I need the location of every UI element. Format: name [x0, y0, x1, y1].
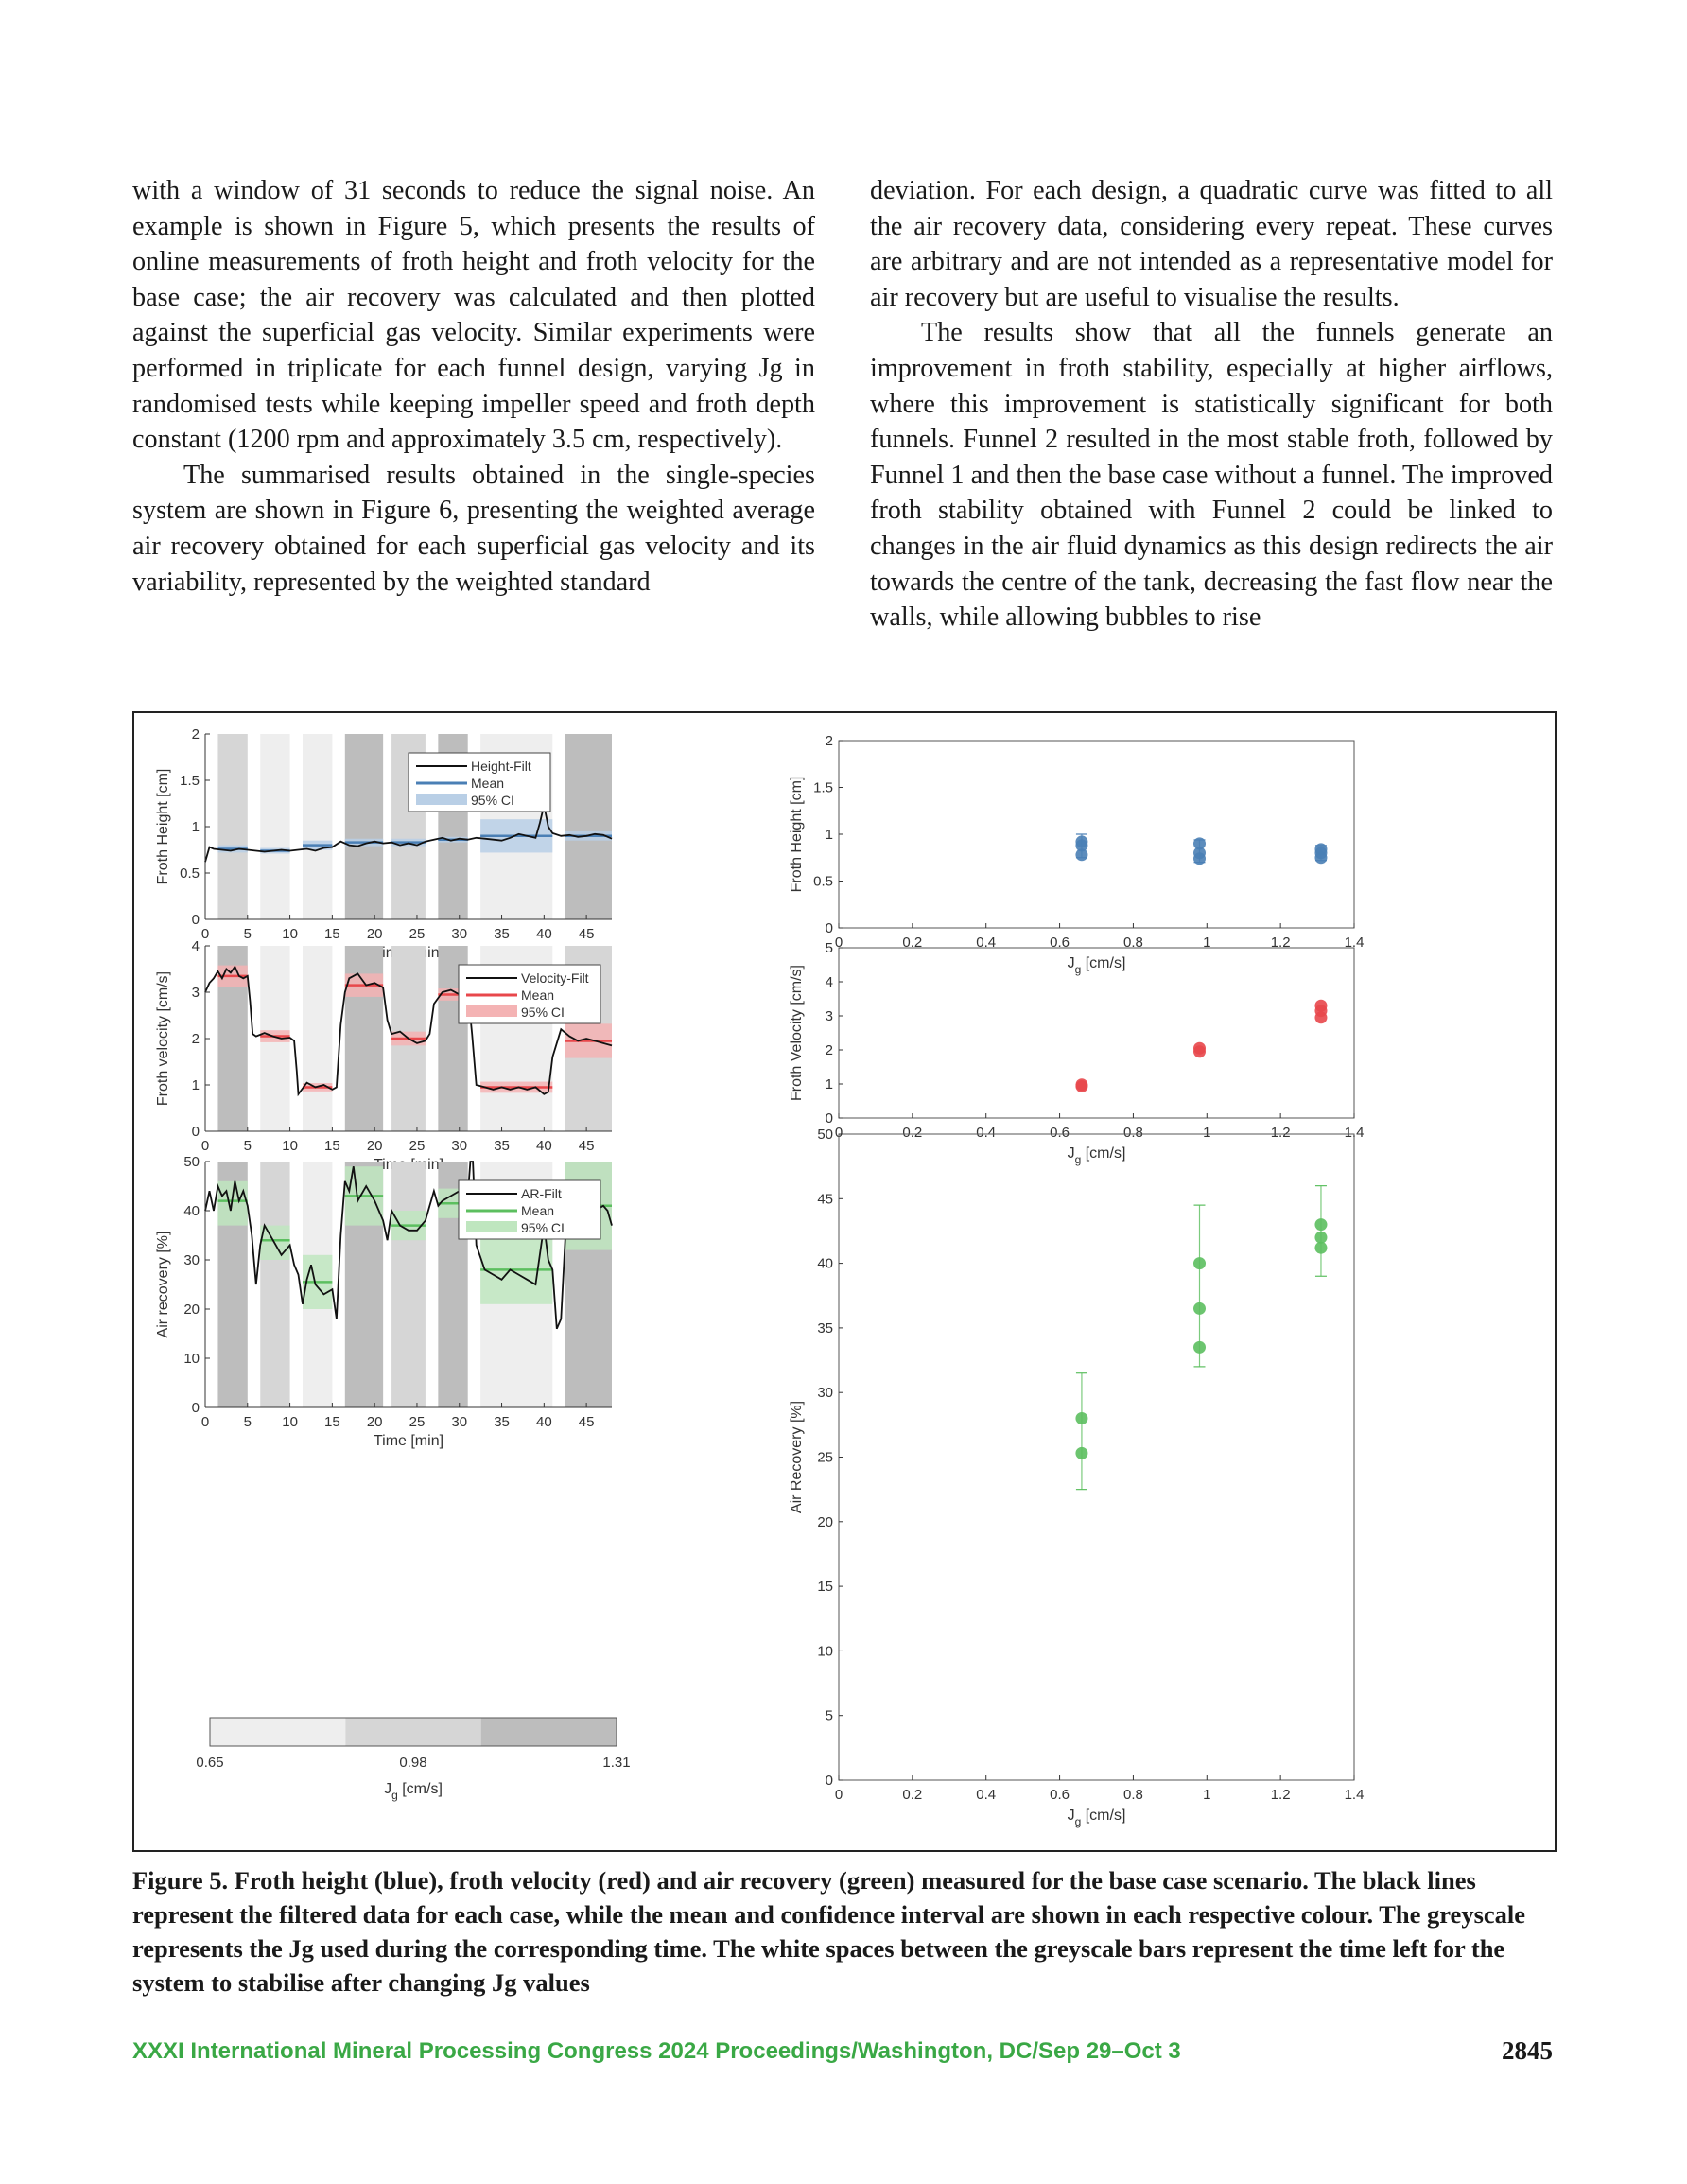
- legend: [459, 965, 600, 1023]
- x-tick-label: 0.4: [976, 935, 997, 951]
- x-tick-label: 20: [366, 1138, 383, 1154]
- y-tick-label: 40: [817, 1255, 833, 1272]
- legend-label: AR-Filt: [521, 1186, 562, 1201]
- colorbar-tick-label: 0.65: [196, 1755, 224, 1771]
- x-tick-label: 15: [324, 926, 340, 942]
- x-axis-label: $J_g$ [cm/s]: [1067, 1808, 1126, 1828]
- body-left-column: [132, 173, 815, 600]
- x-tick-label: 0.6: [1050, 1125, 1070, 1141]
- plot-frame: [839, 741, 1354, 928]
- x-tick-label: 0.6: [1050, 935, 1070, 951]
- y-tick-label: 3: [191, 985, 200, 1001]
- x-tick-label: 1.4: [1344, 935, 1365, 951]
- y-tick-label: 30: [183, 1252, 200, 1268]
- x-tick-label: 0.2: [902, 1787, 923, 1803]
- y-tick-label: 5: [825, 1707, 833, 1724]
- x-tick-label: 10: [282, 926, 298, 942]
- y-tick-label: 1: [825, 827, 833, 843]
- y-tick-label: 15: [817, 1579, 833, 1596]
- chart-height-time: [155, 726, 612, 961]
- x-tick-label: 0.8: [1122, 935, 1143, 951]
- data-point: [1075, 835, 1087, 847]
- x-tick-label: 1.4: [1344, 1125, 1365, 1141]
- page-number: 2845: [1502, 2036, 1553, 2065]
- x-tick-label: 1: [1203, 935, 1211, 951]
- x-tick-label: 1.2: [1270, 1787, 1291, 1803]
- paragraph: The summarised results obtained in the single-species system are shown in Figure 6, presenting the weighted average air recovery obtained for each superficial gas velocity and its variability, represented by the weighted standard: [132, 460, 815, 597]
- x-tick-label: 0: [200, 926, 210, 942]
- x-tick-label: 0.4: [976, 1787, 997, 1803]
- x-tick-label: 45: [578, 1414, 595, 1430]
- colorbar-segment: [345, 1718, 480, 1746]
- chart-velocity-time: [155, 938, 612, 1173]
- ci-box: [217, 1181, 247, 1226]
- x-tick-label: 0: [200, 1138, 210, 1154]
- plot-frame: [839, 948, 1354, 1118]
- data-point: [1314, 1232, 1327, 1244]
- y-tick-label: 25: [817, 1449, 833, 1466]
- data-point: [1314, 1000, 1327, 1012]
- x-tick-label: 35: [494, 1414, 510, 1430]
- y-axis-label: Froth velocity [cm/s]: [155, 970, 171, 1107]
- x-tick-label: 15: [324, 1138, 340, 1154]
- y-tick-label: 45: [817, 1191, 833, 1208]
- y-axis-label: Froth Height [cm]: [789, 776, 805, 893]
- x-tick-label: 40: [535, 1138, 552, 1154]
- x-tick-label: 1.2: [1270, 935, 1291, 951]
- x-tick-label: 20: [366, 926, 383, 942]
- data-point: [1314, 1218, 1327, 1231]
- colorbar-label: $J_g$ [cm/s]: [384, 1781, 443, 1802]
- paragraph: deviation. For each design, a quadratic curve was fitted to all the air recovery data, considering every repeat. These curves are arbitrary and are not intended as a representative model for air recovery but are useful to visualise the results.: [870, 176, 1553, 312]
- x-tick-label: 10: [282, 1414, 298, 1430]
- y-tick-label: 0.5: [180, 865, 200, 882]
- y-tick-label: 2: [825, 1042, 833, 1058]
- jg-band: [565, 734, 612, 919]
- x-tick-label: 10: [282, 1138, 298, 1154]
- x-tick-label: 25: [409, 1414, 426, 1430]
- data-point: [1075, 1447, 1087, 1459]
- x-tick-label: 40: [535, 1414, 552, 1430]
- plot-frame: [839, 1134, 1354, 1780]
- y-axis-label: Air recovery [%]: [155, 1231, 171, 1338]
- colorbar-segment: [210, 1718, 345, 1746]
- jg-band: [260, 734, 289, 919]
- data-point: [1314, 843, 1327, 855]
- y-tick-label: 0: [191, 1124, 200, 1140]
- body-right-column: [870, 173, 1553, 636]
- jg-band: [391, 1162, 426, 1407]
- x-tick-label: 0.4: [976, 1125, 997, 1141]
- x-tick-label: 35: [494, 926, 510, 942]
- x-tick-label: 25: [409, 1138, 426, 1154]
- x-tick-label: 0.2: [902, 1125, 923, 1141]
- x-tick-label: 0: [834, 935, 844, 951]
- legend-swatch: [466, 1221, 517, 1232]
- colorbar-tick-label: 0.98: [399, 1755, 427, 1771]
- y-axis-label: Froth Velocity [cm/s]: [789, 964, 805, 1102]
- x-tick-label: 25: [409, 926, 426, 942]
- x-tick-label: 5: [243, 1414, 252, 1430]
- x-tick-label: 0: [200, 1414, 210, 1430]
- jg-band: [260, 1162, 289, 1407]
- legend-swatch: [416, 794, 467, 805]
- legend-label: Height-Filt: [471, 759, 531, 774]
- x-tick-label: 45: [578, 926, 595, 942]
- x-axis-label: Time [min]: [373, 1157, 444, 1173]
- x-tick-label: 1: [1203, 1125, 1211, 1141]
- x-tick-label: 5: [243, 926, 252, 942]
- x-tick-label: 0.6: [1050, 1787, 1070, 1803]
- jg-band: [303, 734, 332, 919]
- x-tick-label: 1.2: [1270, 1125, 1291, 1141]
- paragraph: with a window of 31 seconds to reduce the signal noise. An example is shown in Figure 5, which presents the results of online measurements of froth height and froth velocity for the base case; the air recovery was calculated and then plotted against the superficial gas velocity. Similar experiments were performed in triplicate for each funnel design, varying Jg in randomised tests while keeping impeller speed and froth depth constant (1200 rpm and approximately 3.5 cm, respectively).: [132, 176, 815, 455]
- y-tick-label: 35: [817, 1319, 833, 1337]
- figure-5: [132, 711, 1557, 1852]
- data-point: [1075, 1078, 1087, 1091]
- x-tick-label: 30: [451, 1138, 468, 1154]
- data-point: [1193, 837, 1206, 849]
- y-tick-label: 0: [191, 912, 200, 928]
- x-axis-label: Time [min]: [373, 945, 444, 961]
- x-tick-label: 0: [834, 1125, 844, 1141]
- legend-swatch: [466, 1005, 517, 1017]
- x-tick-label: 20: [366, 1414, 383, 1430]
- y-tick-label: 30: [817, 1385, 833, 1402]
- y-tick-label: 0: [191, 1400, 200, 1416]
- legend-label: Velocity-Filt: [521, 970, 589, 986]
- x-tick-label: 45: [578, 1138, 595, 1154]
- x-tick-label: 0.2: [902, 935, 923, 951]
- x-tick-label: 0: [834, 1787, 844, 1803]
- data-point: [1193, 1341, 1206, 1354]
- figure-canvas: [134, 713, 1555, 1850]
- chart-recovery-jg: [789, 1127, 1364, 1828]
- data-point: [1193, 1042, 1206, 1055]
- x-tick-label: 1.4: [1344, 1787, 1365, 1803]
- legend-label: 95% CI: [521, 1005, 565, 1020]
- y-tick-label: 2: [191, 726, 200, 743]
- y-tick-label: 10: [183, 1351, 200, 1367]
- y-tick-label: 1.5: [180, 773, 200, 789]
- colorbar-segment: [481, 1718, 617, 1746]
- x-tick-label: 1: [1203, 1787, 1211, 1803]
- y-axis-label: Froth Height [cm]: [155, 768, 171, 885]
- y-tick-label: 4: [825, 974, 833, 990]
- y-tick-label: 0.5: [813, 873, 833, 890]
- data-point: [1193, 1302, 1206, 1315]
- legend-label: Mean: [521, 1203, 555, 1218]
- jg-colorbar: [196, 1718, 630, 1802]
- x-tick-label: 0.8: [1122, 1787, 1143, 1803]
- data-point: [1193, 1257, 1206, 1269]
- data-point: [1075, 1412, 1087, 1424]
- x-tick-label: 40: [535, 926, 552, 942]
- jg-band: [303, 946, 332, 1131]
- y-tick-label: 4: [191, 938, 200, 954]
- y-tick-label: 0: [825, 1110, 833, 1127]
- legend: [459, 1180, 600, 1239]
- y-tick-label: 20: [183, 1302, 200, 1318]
- y-tick-label: 0: [825, 920, 833, 936]
- paragraph: The results show that all the funnels generate an improvement in froth stability, especially at higher airflows, where this improvement is statistically significant for both funnels. Funnel 2 resulted in the most stable froth, followed by Funnel 1 and then the base case without a funnel. The improved froth stability obtained with Funnel 2 could be linked to changes in the air fluid dynamics as this design redirects the air towards the centre of the tank, decreasing the fast flow near the walls, while allowing bubbles to rise: [870, 318, 1553, 633]
- y-tick-label: 5: [825, 940, 833, 956]
- y-tick-label: 2: [191, 1031, 200, 1047]
- figure-caption: Figure 5. Froth height (blue), froth velocity (red) and air recovery (green) measured for the base case scenario. The black lines represent the filtered data for each case, while the mean and confidence interval are shown in each respective colour. The greyscale represents the Jg used during the corresponding time. The white spaces between the greyscale bars represent the time left for the system to stabilise after changing Jg values: [132, 1866, 1526, 1997]
- y-tick-label: 50: [183, 1154, 200, 1170]
- x-tick-label: 5: [243, 1138, 252, 1154]
- y-tick-label: 1.5: [813, 779, 833, 796]
- jg-band: [217, 734, 247, 919]
- x-tick-label: 35: [494, 1138, 510, 1154]
- footer-proceedings: XXXI International Mineral Processing Congress 2024 Proceedings/Washington, DC/Sep 29–Oct 3: [132, 2038, 1181, 2064]
- y-tick-label: 1: [191, 819, 200, 835]
- y-tick-label: 10: [817, 1643, 833, 1660]
- y-tick-label: 20: [817, 1513, 833, 1530]
- y-axis-label: Air Recovery [%]: [789, 1400, 805, 1514]
- y-tick-label: 50: [817, 1127, 833, 1143]
- chart-recovery-time: [155, 1154, 612, 1449]
- x-tick-label: 0.8: [1122, 1125, 1143, 1141]
- x-axis-label: Time [min]: [373, 1433, 444, 1449]
- colorbar-tick-label: 1.31: [602, 1755, 631, 1771]
- legend-label: 95% CI: [471, 793, 514, 808]
- jg-band: [345, 734, 383, 919]
- x-axis-label: $J_g$ [cm/s]: [1067, 1145, 1126, 1166]
- legend-label: 95% CI: [521, 1220, 565, 1235]
- legend-label: Mean: [471, 776, 505, 791]
- y-tick-label: 2: [825, 733, 833, 749]
- x-tick-label: 30: [451, 926, 468, 942]
- legend-label: Mean: [521, 987, 555, 1003]
- y-tick-label: 0: [825, 1773, 833, 1789]
- y-tick-label: 1: [825, 1076, 833, 1092]
- y-tick-label: 1: [191, 1077, 200, 1093]
- x-axis-label: $J_g$ [cm/s]: [1067, 955, 1126, 976]
- x-tick-label: 30: [451, 1414, 468, 1430]
- x-tick-label: 15: [324, 1414, 340, 1430]
- y-tick-label: 3: [825, 1008, 833, 1024]
- legend: [409, 753, 550, 812]
- chart-height-jg: [789, 733, 1364, 976]
- y-tick-label: 40: [183, 1203, 200, 1219]
